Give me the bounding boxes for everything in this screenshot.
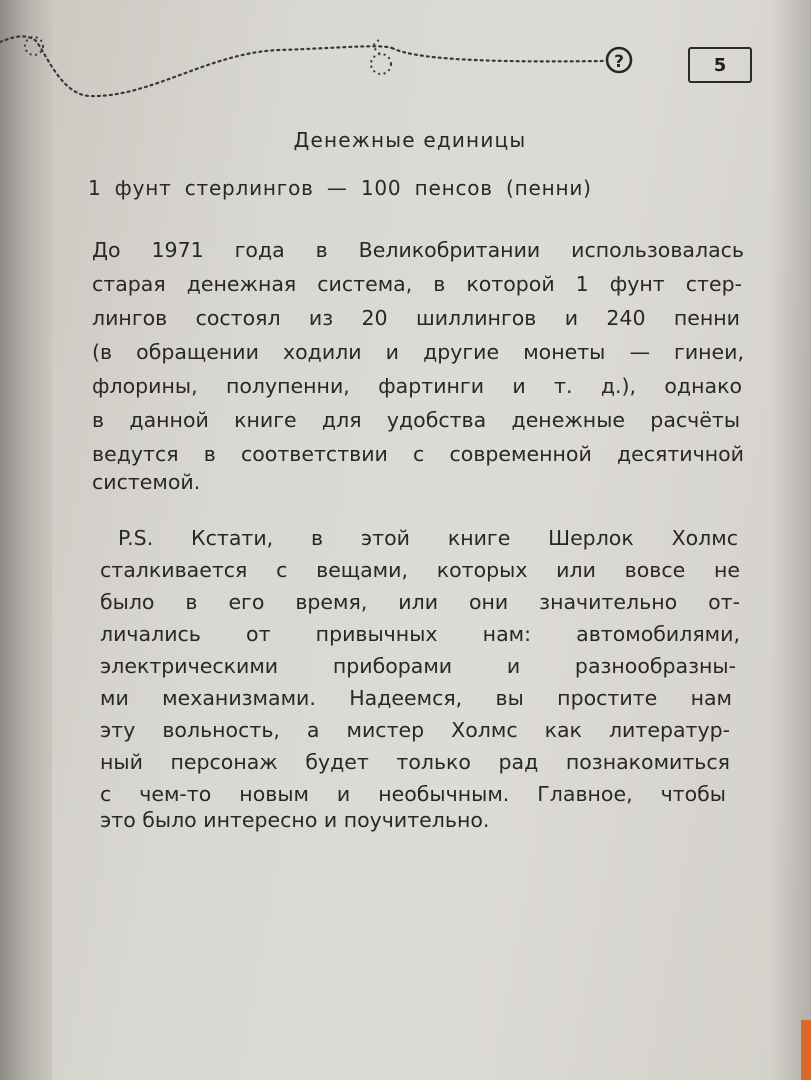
paragraph-line: До 1971 года в Великобритании использовалась (92, 238, 744, 262)
paragraph-line: ный персонаж будет только рад познакомиться (100, 750, 730, 774)
section-title: Денежные единицы (293, 128, 527, 152)
page-edge-shadow (771, 0, 811, 1080)
paragraph-line: лингов состоял из 20 шиллингов и 240 пенни (92, 306, 740, 330)
paragraph-line: ведутся в соответствии с современной десятичной (92, 442, 744, 466)
page-number: 5 (688, 47, 752, 83)
paragraph-line: ми механизмами. Надеемся, вы простите нам (100, 686, 732, 710)
question-circle-icon (607, 48, 631, 72)
paragraph-line: старая денежная система, в которой 1 фунт стер- (92, 272, 742, 296)
section-subtitle: 1 фунт стерлингов — 100 пенсов (пенни) (88, 176, 592, 200)
paragraph-line: это было интересно и поучительно. (100, 808, 490, 832)
paragraph-line: личались от привычных нам: автомобилями, (100, 622, 740, 646)
paragraph-line: сталкивается с вещами, которых или вовсе не (100, 558, 740, 582)
paragraph-line: (в обращении ходили и другие монеты — гинеи, (92, 340, 744, 364)
paragraph-line: эту вольность, а мистер Холмс как литератур- (100, 718, 730, 742)
paragraph-line: системой. (92, 470, 201, 494)
paragraph-line: с чем-то новым и необычным. Главное, чтобы (100, 782, 726, 806)
paragraph-line: в данной книге для удобства денежные расчёты (92, 408, 740, 432)
paragraph-line: было в его время, или они значительно от- (100, 590, 740, 614)
paragraph-line: флорины, полупенни, фартинги и т. д.), однако (92, 374, 742, 398)
page-edge-accent (801, 1020, 811, 1080)
paragraph-line: P.S. Кстати, в этой книге Шерлок Холмс (118, 526, 738, 550)
page-binding-shadow (0, 0, 52, 1080)
svg-text:?: ? (614, 52, 624, 72)
paragraph-line: электрическими приборами и разнообразны- (100, 654, 736, 678)
